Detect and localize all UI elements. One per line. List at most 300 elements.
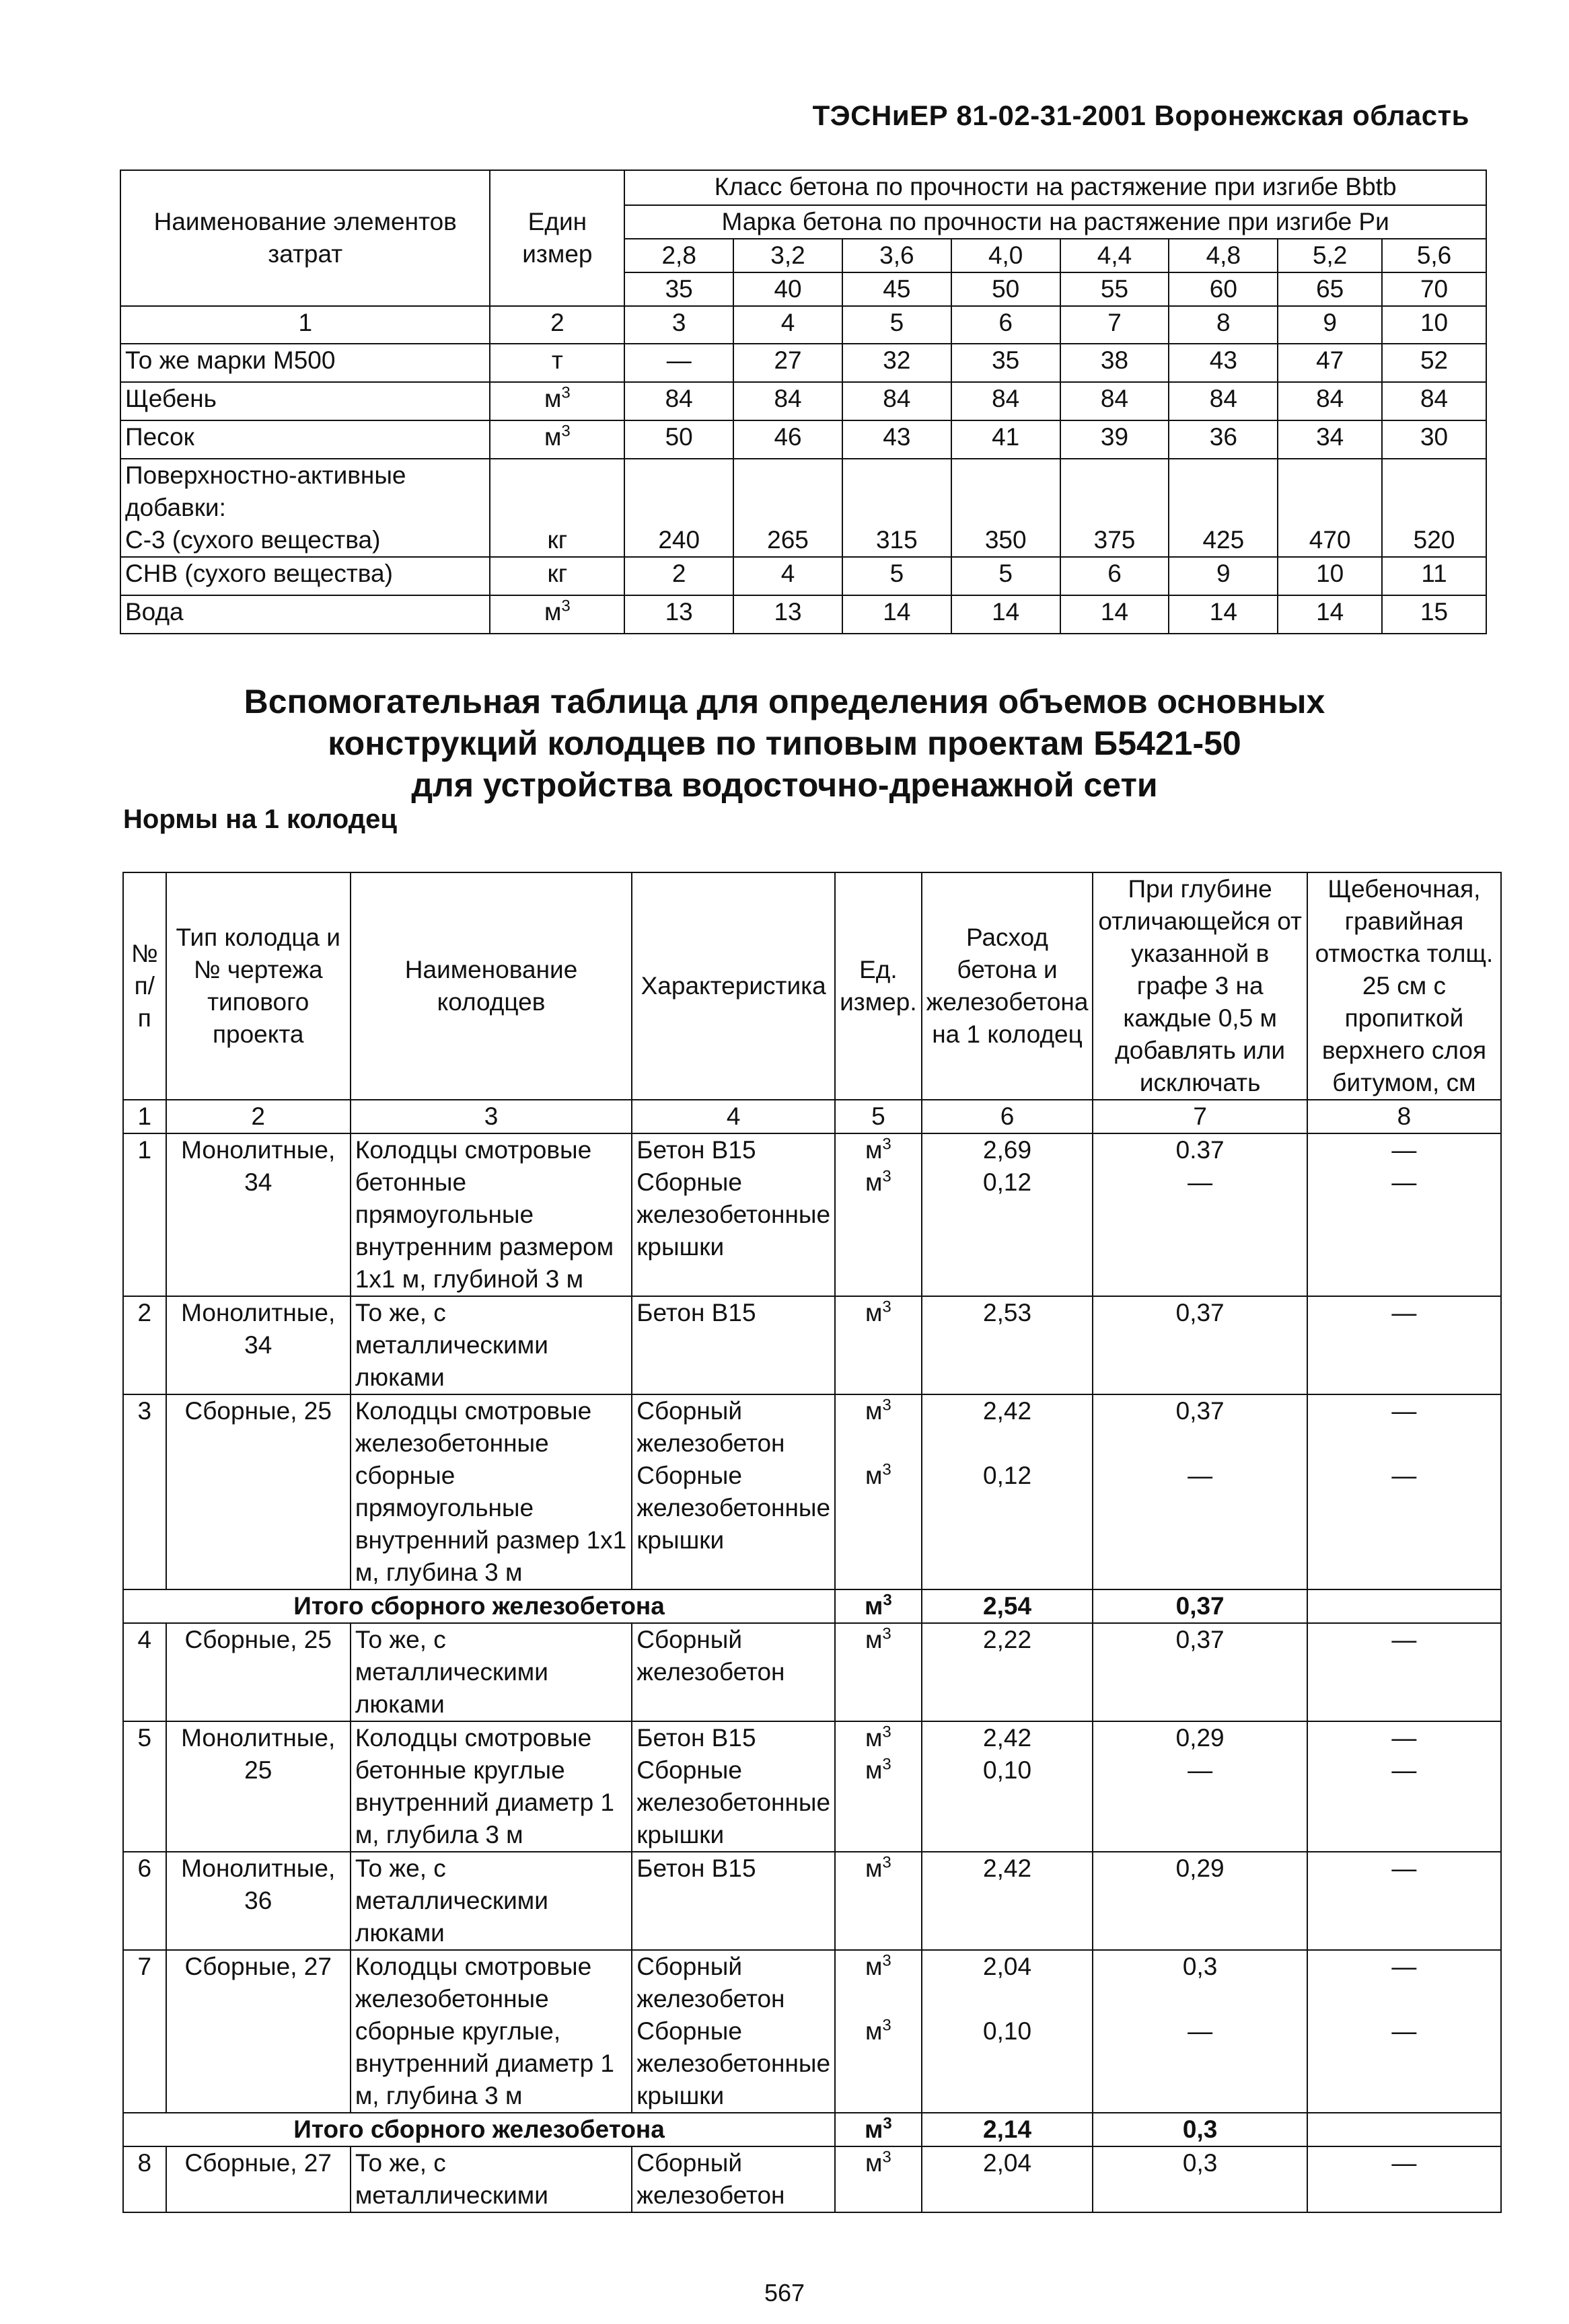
column-number: 8 bbox=[1169, 306, 1278, 344]
characteristic-secondary: Сборные железобетонные крышки bbox=[636, 2017, 831, 2109]
item-units bbox=[835, 1623, 922, 1721]
table2-column-number: 2 bbox=[166, 1100, 351, 1133]
surfactant-name bbox=[120, 459, 490, 557]
mark-value: 70 bbox=[1382, 272, 1486, 306]
column-number: 4 bbox=[733, 306, 842, 344]
surfactant-value: 520 bbox=[1382, 459, 1486, 557]
material-name: Вода bbox=[120, 595, 490, 634]
depth-secondary: — bbox=[1188, 1756, 1213, 1784]
item-units bbox=[835, 1296, 922, 1394]
unit-exponent: 3 bbox=[882, 1298, 891, 1316]
material-value: 9 bbox=[1169, 557, 1278, 595]
item-type: Монолитные, 25 bbox=[166, 1721, 351, 1852]
table2-header: Наименование колодцев bbox=[351, 872, 632, 1100]
item-depth-adjustment bbox=[1093, 1950, 1307, 2113]
class-value: 4,8 bbox=[1169, 239, 1278, 272]
table2-column-number: 3 bbox=[351, 1100, 632, 1133]
unit-exponent: 3 bbox=[561, 597, 571, 615]
unit-text: м bbox=[865, 1462, 883, 1489]
material-row bbox=[120, 595, 1486, 634]
document-title bbox=[0, 681, 1569, 806]
title-line-1: Вспомогательная таблица для определения объемов основных bbox=[244, 683, 1325, 720]
item-depth-adjustment bbox=[1093, 1623, 1307, 1721]
volume-secondary: 0,12 bbox=[983, 1168, 1032, 1196]
material-row bbox=[120, 557, 1486, 595]
material-row bbox=[120, 382, 1486, 420]
material-value: 35 bbox=[951, 344, 1060, 382]
material-value: 34 bbox=[1278, 420, 1382, 459]
gravel-primary: — bbox=[1391, 2149, 1417, 2177]
mark-value: 45 bbox=[842, 272, 951, 306]
surfactant-line-3: С-3 (сухого вещества) bbox=[125, 526, 381, 554]
item-type: Сборные, 27 bbox=[166, 2146, 351, 2212]
unit-exponent: 3 bbox=[882, 1755, 891, 1774]
item-number: 6 bbox=[123, 1852, 166, 1950]
table2-item-row bbox=[123, 1950, 1501, 2113]
norms-label: Нормы на 1 колодец bbox=[123, 804, 397, 834]
table2-total-row bbox=[123, 2113, 1501, 2146]
volume-secondary: 0,12 bbox=[983, 1462, 1032, 1489]
unit-text: м bbox=[865, 1756, 883, 1784]
unit-text: м bbox=[864, 1592, 883, 1620]
depth-secondary: — bbox=[1188, 2017, 1213, 2045]
item-units bbox=[835, 1394, 922, 1589]
item-number: 2 bbox=[123, 1296, 166, 1394]
surfactant-value: 425 bbox=[1169, 459, 1278, 557]
class-value: 4,4 bbox=[1060, 239, 1169, 272]
total-volume: 2,14 bbox=[922, 2113, 1093, 2146]
item-characteristic bbox=[632, 1721, 835, 1852]
characteristic-primary: Сборный железобетон bbox=[636, 2149, 785, 2209]
unit-exponent: 3 bbox=[882, 1723, 891, 1741]
total-depth: 0,3 bbox=[1093, 2113, 1307, 2146]
table2-item-row bbox=[123, 1133, 1501, 1296]
material-unit bbox=[490, 420, 624, 459]
characteristic-secondary: Сборные железобетонные крышки bbox=[636, 1168, 831, 1261]
surfactant-value: 375 bbox=[1060, 459, 1169, 557]
material-name: СНВ (сухого вещества) bbox=[120, 557, 490, 595]
item-units bbox=[835, 1133, 922, 1296]
item-type: Сборные, 25 bbox=[166, 1623, 351, 1721]
material-value: 39 bbox=[1060, 420, 1169, 459]
class-value: 3,2 bbox=[733, 239, 842, 272]
item-name: Колодцы смотровые железобетонные сборные прямоугольные внутренний размер 1х1 м, глубина 3 м bbox=[351, 1394, 632, 1589]
volume-primary: 2,42 bbox=[983, 1397, 1032, 1425]
unit-cell bbox=[835, 1589, 922, 1623]
item-volume bbox=[922, 1133, 1093, 1296]
item-gravel bbox=[1307, 1296, 1501, 1394]
material-value: 38 bbox=[1060, 344, 1169, 382]
unit-exponent: 3 bbox=[883, 2114, 892, 2133]
depth-primary: 0,3 bbox=[1182, 1953, 1218, 1980]
material-value: 13 bbox=[733, 595, 842, 634]
title-line-3: для устройства водосточно-дренажной сети bbox=[411, 766, 1158, 804]
volume-secondary: 0,10 bbox=[983, 1756, 1032, 1784]
table2-item-row bbox=[123, 1394, 1501, 1589]
header-concrete-class: Класс бетона по прочности на растяжение при изгибе Bbtb bbox=[624, 170, 1486, 205]
column-number: 9 bbox=[1278, 306, 1382, 344]
material-value: 84 bbox=[1169, 382, 1278, 420]
mark-value: 35 bbox=[624, 272, 733, 306]
table2-item-row bbox=[123, 1721, 1501, 1852]
item-depth-adjustment bbox=[1093, 1852, 1307, 1950]
item-gravel bbox=[1307, 1950, 1501, 2113]
depth-primary: 0,29 bbox=[1175, 1724, 1225, 1752]
material-value: 52 bbox=[1382, 344, 1486, 382]
item-volume bbox=[922, 1623, 1093, 1721]
title-line-2: конструкций колодцев по типовым проектам Б5421-50 bbox=[328, 724, 1241, 762]
material-value: 84 bbox=[951, 382, 1060, 420]
gravel-secondary: — bbox=[1391, 2017, 1417, 2045]
column-number: 10 bbox=[1382, 306, 1486, 344]
gravel-primary: — bbox=[1391, 1626, 1417, 1653]
column-numbers-row bbox=[120, 306, 1486, 344]
unit-exponent: 3 bbox=[561, 422, 571, 441]
item-characteristic bbox=[632, 1394, 835, 1589]
column-number: 3 bbox=[624, 306, 733, 344]
item-number: 3 bbox=[123, 1394, 166, 1589]
volume-primary: 2,04 bbox=[983, 2149, 1032, 2177]
item-type: Монолитные, 36 bbox=[166, 1852, 351, 1950]
characteristic-secondary: Сборные железобетонные крышки bbox=[636, 1462, 831, 1554]
unit-primary bbox=[840, 1297, 917, 1329]
manhole-volumes-table bbox=[122, 872, 1502, 2213]
material-value: 46 bbox=[733, 420, 842, 459]
depth-secondary: — bbox=[1188, 1168, 1213, 1196]
item-depth-adjustment bbox=[1093, 1394, 1307, 1589]
item-units bbox=[835, 1950, 922, 2113]
material-value: 2 bbox=[624, 557, 733, 595]
class-value: 2,8 bbox=[624, 239, 733, 272]
depth-primary: 0,29 bbox=[1175, 1854, 1225, 1882]
unit-text: м bbox=[544, 385, 562, 412]
item-type: Сборные, 27 bbox=[166, 1950, 351, 2113]
material-value: 13 bbox=[624, 595, 733, 634]
unit-text: м bbox=[865, 1724, 883, 1752]
unit-cell bbox=[835, 2113, 922, 2146]
mark-value: 40 bbox=[733, 272, 842, 306]
column-number: 6 bbox=[951, 306, 1060, 344]
column-number: 1 bbox=[120, 306, 490, 344]
material-value: 5 bbox=[951, 557, 1060, 595]
gravel-primary: — bbox=[1391, 1854, 1417, 1882]
table2-column-number: 8 bbox=[1307, 1100, 1501, 1133]
unit-exponent: 3 bbox=[882, 1951, 891, 1970]
unit-exponent: 3 bbox=[883, 1591, 892, 1610]
unit-text: м bbox=[544, 423, 562, 451]
item-name: То же, с металлическими люками bbox=[351, 1296, 632, 1394]
mark-value: 55 bbox=[1060, 272, 1169, 306]
material-value: 10 bbox=[1278, 557, 1382, 595]
column-number: 2 bbox=[490, 306, 624, 344]
column-number: 5 bbox=[842, 306, 951, 344]
volume-primary: 2,42 bbox=[983, 1854, 1032, 1882]
table2-column-number: 6 bbox=[922, 1100, 1093, 1133]
unit-text: м bbox=[865, 2017, 883, 2045]
item-volume bbox=[922, 1950, 1093, 2113]
concrete-composition-table bbox=[120, 170, 1487, 634]
characteristic-primary: Бетон В15 bbox=[636, 1854, 756, 1882]
volume-primary: 2,53 bbox=[983, 1299, 1032, 1326]
material-value: 32 bbox=[842, 344, 951, 382]
unit-text: м bbox=[865, 1168, 883, 1196]
unit-text: м bbox=[865, 1299, 883, 1326]
material-unit bbox=[490, 344, 624, 382]
unit-text: м bbox=[865, 1953, 883, 1980]
surfactant-value: 240 bbox=[624, 459, 733, 557]
total-gravel bbox=[1307, 2113, 1501, 2146]
unit-text: м bbox=[865, 1626, 883, 1653]
item-characteristic bbox=[632, 1296, 835, 1394]
table2-header: Тип колодца и № чертежа типового проекта bbox=[166, 872, 351, 1100]
material-value: 14 bbox=[951, 595, 1060, 634]
table2-column-numbers-row bbox=[123, 1100, 1501, 1133]
surfactant-value: 315 bbox=[842, 459, 951, 557]
table2-column-number: 7 bbox=[1093, 1100, 1307, 1133]
item-characteristic bbox=[632, 1623, 835, 1721]
material-value: 30 bbox=[1382, 420, 1486, 459]
page-number: 567 bbox=[764, 2279, 805, 2307]
depth-primary: 0,37 bbox=[1175, 1626, 1225, 1653]
item-name: То же, с металлическими люками bbox=[351, 1852, 632, 1950]
item-depth-adjustment bbox=[1093, 1296, 1307, 1394]
mark-value: 50 bbox=[951, 272, 1060, 306]
volume-primary: 2,69 bbox=[983, 1136, 1032, 1164]
item-gravel bbox=[1307, 1133, 1501, 1296]
page-header: ТЭСНиЕР 81-02-31-2001 Воронежская область bbox=[812, 100, 1469, 131]
depth-primary: 0.37 bbox=[1175, 1136, 1225, 1164]
material-value: 36 bbox=[1169, 420, 1278, 459]
gravel-secondary: — bbox=[1391, 1462, 1417, 1489]
characteristic-primary: Сборный железобетон bbox=[636, 1953, 785, 2013]
material-value: 14 bbox=[842, 595, 951, 634]
material-unit bbox=[490, 595, 624, 634]
unit-text: м bbox=[865, 2149, 883, 2177]
total-label: Итого сборного железобетона bbox=[123, 1589, 835, 1623]
unit-primary bbox=[840, 1852, 917, 1885]
item-number: 7 bbox=[123, 1950, 166, 2113]
material-value: 14 bbox=[1169, 595, 1278, 634]
header-element-name: Наименование элементов затрат bbox=[120, 170, 490, 306]
unit-exponent: 3 bbox=[882, 2148, 891, 2167]
characteristic-secondary: Сборные железобетонные крышки bbox=[636, 1756, 831, 1848]
item-volume bbox=[922, 1394, 1093, 1589]
table2-header: Щебеночная, гравийная отмостка толщ. 25 см с пропиткой верхнего слоя битумом, см bbox=[1307, 872, 1501, 1100]
material-value: 15 bbox=[1382, 595, 1486, 634]
material-name: Песок bbox=[120, 420, 490, 459]
table2-header-row bbox=[123, 872, 1501, 1100]
table2-item-row bbox=[123, 1623, 1501, 1721]
unit-primary bbox=[840, 1624, 917, 1656]
header-unit: Един измер bbox=[490, 170, 624, 306]
material-value: 14 bbox=[1060, 595, 1169, 634]
unit-primary bbox=[840, 2147, 917, 2179]
unit-exponent: 3 bbox=[882, 2016, 891, 2035]
unit-exponent: 3 bbox=[882, 1853, 891, 1872]
material-unit bbox=[490, 557, 624, 595]
item-number: 5 bbox=[123, 1721, 166, 1852]
header-concrete-mark: Марка бетона по прочности на растяжение при изгибе Ри bbox=[624, 205, 1486, 239]
table2-total-row bbox=[123, 1589, 1501, 1623]
unit-primary bbox=[840, 1134, 917, 1166]
unit-primary bbox=[840, 1722, 917, 1754]
surfactant-value: 470 bbox=[1278, 459, 1382, 557]
material-value: 5 bbox=[842, 557, 951, 595]
item-characteristic bbox=[632, 1950, 835, 2113]
item-depth-adjustment bbox=[1093, 2146, 1307, 2212]
material-name: Щебень bbox=[120, 382, 490, 420]
mark-value: 60 bbox=[1169, 272, 1278, 306]
class-value: 5,6 bbox=[1382, 239, 1486, 272]
surfactant-unit: кг bbox=[490, 459, 624, 557]
table2-column-number: 4 bbox=[632, 1100, 835, 1133]
total-depth: 0,37 bbox=[1093, 1589, 1307, 1623]
unit-exponent: 3 bbox=[561, 383, 571, 402]
unit-text: м bbox=[865, 1854, 883, 1882]
material-value: 4 bbox=[733, 557, 842, 595]
unit-text: т bbox=[551, 346, 563, 374]
table2-item-row bbox=[123, 1296, 1501, 1394]
item-gravel bbox=[1307, 1721, 1501, 1852]
unit-secondary bbox=[840, 1754, 917, 1787]
item-units bbox=[835, 2146, 922, 2212]
surfactant-row bbox=[120, 459, 1486, 557]
item-number: 8 bbox=[123, 2146, 166, 2212]
characteristic-primary: Бетон В15 bbox=[636, 1299, 756, 1326]
column-number: 7 bbox=[1060, 306, 1169, 344]
item-gravel bbox=[1307, 1852, 1501, 1950]
surfactant-line-2: добавки: bbox=[125, 494, 226, 521]
unit-secondary bbox=[840, 1166, 917, 1199]
characteristic-primary: Сборный железобетон bbox=[636, 1397, 785, 1457]
unit-exponent: 3 bbox=[882, 1135, 891, 1154]
unit-exponent: 3 bbox=[882, 1396, 891, 1415]
characteristic-primary: Бетон В15 bbox=[636, 1724, 756, 1752]
item-depth-adjustment bbox=[1093, 1721, 1307, 1852]
item-volume bbox=[922, 1852, 1093, 1950]
gravel-primary: — bbox=[1391, 1953, 1417, 1980]
class-value: 3,6 bbox=[842, 239, 951, 272]
material-value: 47 bbox=[1278, 344, 1382, 382]
item-gravel bbox=[1307, 2146, 1501, 2212]
material-value: 43 bbox=[842, 420, 951, 459]
mark-value: 65 bbox=[1278, 272, 1382, 306]
gravel-secondary: — bbox=[1391, 1168, 1417, 1196]
depth-secondary: — bbox=[1188, 1462, 1213, 1489]
material-row bbox=[120, 420, 1486, 459]
unit-exponent: 3 bbox=[882, 1460, 891, 1479]
item-units bbox=[835, 1721, 922, 1852]
unit-text: кг bbox=[547, 560, 568, 587]
material-unit bbox=[490, 382, 624, 420]
item-volume bbox=[922, 1721, 1093, 1852]
item-name: То же, с металлическими люками bbox=[351, 1623, 632, 1721]
characteristic-primary: Сборный железобетон bbox=[636, 1626, 785, 1686]
gravel-primary: — bbox=[1391, 1397, 1417, 1425]
total-label: Итого сборного железобетона bbox=[123, 2113, 835, 2146]
item-depth-adjustment bbox=[1093, 1133, 1307, 1296]
table2-column-number: 1 bbox=[123, 1100, 166, 1133]
item-number: 1 bbox=[123, 1133, 166, 1296]
table2-header: № п/п bbox=[123, 872, 166, 1100]
material-value: 14 bbox=[1278, 595, 1382, 634]
unit-primary bbox=[840, 1951, 917, 1983]
volume-primary: 2,22 bbox=[983, 1626, 1032, 1653]
volume-secondary: 0,10 bbox=[983, 2017, 1032, 2045]
gravel-primary: — bbox=[1391, 1136, 1417, 1164]
material-value: — bbox=[624, 344, 733, 382]
table2-column-number: 5 bbox=[835, 1100, 922, 1133]
unit-secondary bbox=[840, 1460, 917, 1492]
unit-text: м bbox=[865, 1397, 883, 1425]
volume-primary: 2,04 bbox=[983, 1953, 1032, 1980]
material-value: 84 bbox=[1060, 382, 1169, 420]
item-name: Колодцы смотровые бетонные прямоугольные внутренним размером 1х1 м, глубиной 3 м bbox=[351, 1133, 632, 1296]
class-value: 5,2 bbox=[1278, 239, 1382, 272]
material-value: 41 bbox=[951, 420, 1060, 459]
item-gravel bbox=[1307, 1394, 1501, 1589]
surfactant-value: 350 bbox=[951, 459, 1060, 557]
table2-header: Ед. измер. bbox=[835, 872, 922, 1100]
item-type: Монолитные, 34 bbox=[166, 1133, 351, 1296]
table2-item-row bbox=[123, 2146, 1501, 2212]
item-volume bbox=[922, 1296, 1093, 1394]
table2-header: Расход бетона и железобетона на 1 колодец bbox=[922, 872, 1093, 1100]
item-characteristic bbox=[632, 2146, 835, 2212]
total-volume: 2,54 bbox=[922, 1589, 1093, 1623]
item-type: Монолитные, 34 bbox=[166, 1296, 351, 1394]
material-value: 84 bbox=[1278, 382, 1382, 420]
item-characteristic bbox=[632, 1133, 835, 1296]
depth-primary: 0,3 bbox=[1182, 2149, 1218, 2177]
item-volume bbox=[922, 2146, 1093, 2212]
unit-exponent: 3 bbox=[882, 1624, 891, 1643]
class-value: 4,0 bbox=[951, 239, 1060, 272]
table2-header: При глубине отличающейся от указанной в графе 3 на каждые 0,5 м добавлять или исключать bbox=[1093, 872, 1307, 1100]
unit-secondary bbox=[840, 2015, 917, 2048]
item-name: Колодцы смотровые бетонные круглые внутренний диаметр 1 м, глубила 3 м bbox=[351, 1721, 632, 1852]
table2-item-row bbox=[123, 1852, 1501, 1950]
item-number: 4 bbox=[123, 1623, 166, 1721]
depth-primary: 0,37 bbox=[1175, 1397, 1225, 1425]
surfactant-value: 265 bbox=[733, 459, 842, 557]
material-value: 50 bbox=[624, 420, 733, 459]
unit-exponent: 3 bbox=[882, 1167, 891, 1186]
item-type: Сборные, 25 bbox=[166, 1394, 351, 1589]
material-value: 27 bbox=[733, 344, 842, 382]
material-value: 84 bbox=[733, 382, 842, 420]
total-gravel bbox=[1307, 1589, 1501, 1623]
item-units bbox=[835, 1852, 922, 1950]
item-name: Колодцы смотровые железобетонные сборные круглые, внутренний диаметр 1 м, глубина 3 м bbox=[351, 1950, 632, 2113]
material-value: 84 bbox=[842, 382, 951, 420]
item-gravel bbox=[1307, 1623, 1501, 1721]
material-row bbox=[120, 344, 1486, 382]
characteristic-primary: Бетон В15 bbox=[636, 1136, 756, 1164]
gravel-primary: — bbox=[1391, 1724, 1417, 1752]
material-name: То же марки М500 bbox=[120, 344, 490, 382]
material-value: 43 bbox=[1169, 344, 1278, 382]
depth-primary: 0,37 bbox=[1175, 1299, 1225, 1326]
gravel-secondary: — bbox=[1391, 1756, 1417, 1784]
material-value: 84 bbox=[1382, 382, 1486, 420]
gravel-primary: — bbox=[1391, 1299, 1417, 1326]
material-value: 84 bbox=[624, 382, 733, 420]
item-characteristic bbox=[632, 1852, 835, 1950]
item-name: То же, с металлическими bbox=[351, 2146, 632, 2212]
material-value: 11 bbox=[1382, 557, 1486, 595]
surfactant-line-1: Поверхностно-активные bbox=[125, 461, 406, 489]
